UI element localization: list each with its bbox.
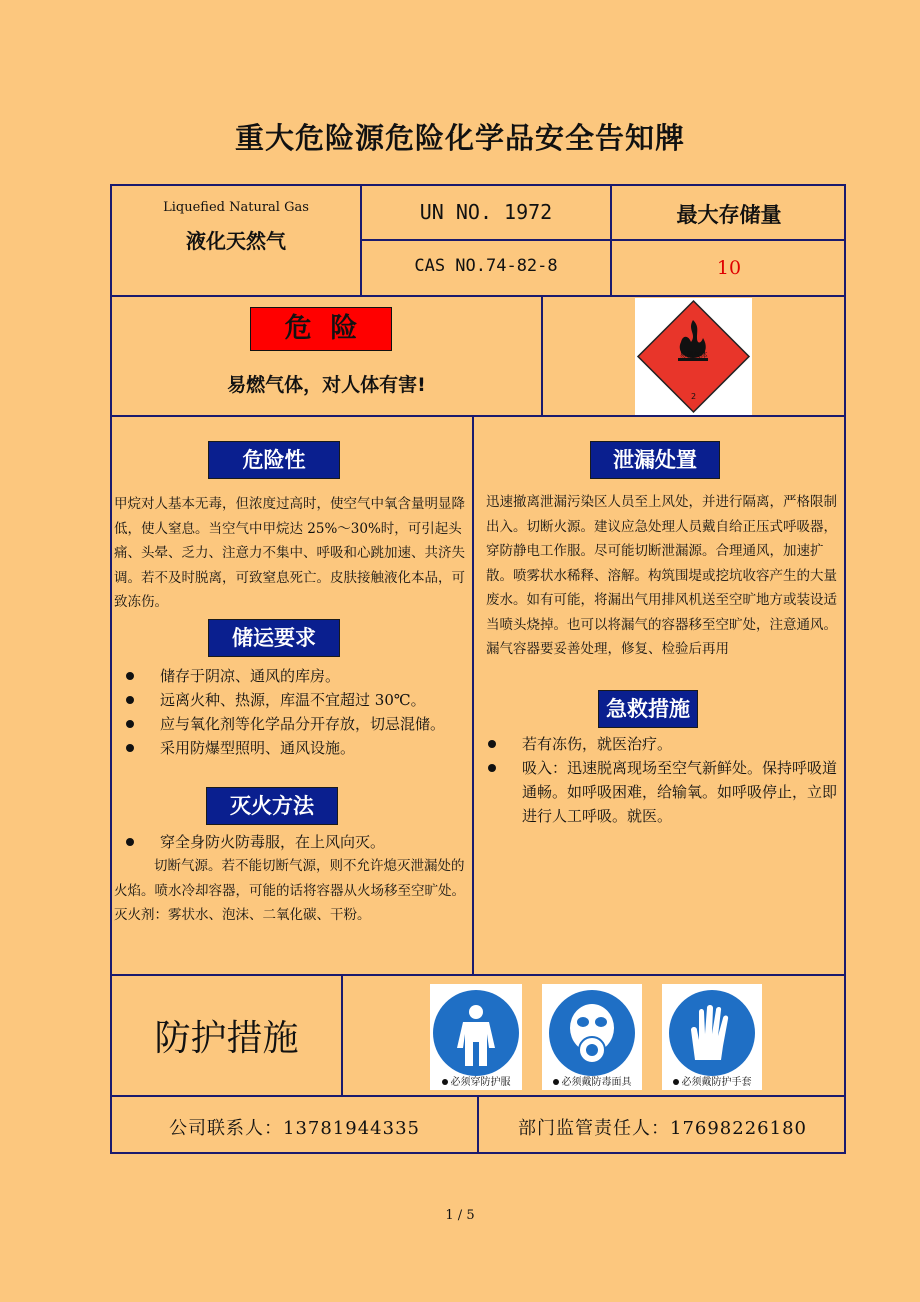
firstaid-list — [476, 732, 844, 828]
department-contact: 部门监管责任人：17698226180 — [518, 1118, 807, 1139]
fire-text: 切断气源。若不能切断气源，则不允许熄灭泄漏处的火焰。喷水冷却容器，可能的话将容器从火场移至空旷处。灭火剂：雾状水、泡沫、二氧化碳、干粉。 — [114, 858, 465, 923]
list-item: 采用防爆型照明、通风设施。 — [114, 736, 472, 760]
max-storage-value: 10 — [716, 257, 742, 279]
leak-label: 泄漏处置 — [590, 441, 720, 479]
divider — [541, 296, 543, 416]
storage-list — [114, 664, 472, 760]
list-item: 吸入：迅速脱离现场至空气新鲜处。保持呼吸道通畅。如呼吸困难，给输氧。如呼吸停止，立即进行人工呼吸。就医。 — [476, 756, 844, 828]
cas-number: CAS NO.74-82-8 — [414, 256, 558, 276]
storage-label: 储运要求 — [208, 619, 340, 657]
divider — [110, 974, 846, 976]
divider — [110, 415, 846, 417]
divider — [110, 295, 846, 297]
danger-badge: 危 险 — [250, 307, 392, 351]
list-item: 若有冻伤，就医治疗。 — [476, 732, 844, 756]
gloves-icon — [669, 990, 755, 1076]
gas-mask-sign — [542, 984, 642, 1090]
list-item: 远离火种、热源，库温不宜超过 30℃。 — [114, 688, 472, 712]
leak-text: 迅速撤离泄漏污染区人员至上风处，并进行隔离，严格限制出入。切断火源。建议应急处理人员戴自给正压式呼吸器，穿防静电工作服。尽可能切断泄漏源。合理通风，加速扩散。喷雾状水稀释、溶解。构筑围堤或挖坑收容产生的大量废水。如有可能，将漏出气用排风机送至空旷地方或装设适当喷头烧掉。也可以将漏气的容器移至空旷处，注意通风。漏气容器要妥善处理，修复、检验后再用 — [486, 494, 837, 657]
list-item: 应与氧化剂等化学品分开存放，切忌混储。 — [114, 712, 472, 736]
list-item: 储存于阴凉、通风的库房。 — [114, 664, 472, 688]
divider — [472, 416, 474, 976]
fire-label: 灭火方法 — [206, 787, 338, 825]
gas-mask-icon — [549, 990, 635, 1076]
divider — [360, 239, 846, 241]
hazard-text: 甲烷对人基本无毒，但浓度过高时，使空气中氧含量明显降低，使人窒息。当空气中甲烷达 25%～30%时，可引起头痛、头晕、乏力、注意力不集中、呼吸和心跳加速、共济失调。若不及时脱离，可致窒息死亡。皮肤接触液化本品，可致冻伤。 — [114, 496, 465, 610]
protection-label: 防护措施 — [154, 1018, 299, 1059]
page-number: 1 / 5 — [445, 1208, 475, 1223]
hazard-label: 危险性 — [208, 441, 340, 479]
page-title: 重大危险源危险化学品安全告知牌 — [234, 121, 685, 155]
danger-statement: 易燃气体，对人体有害! — [227, 374, 426, 396]
gloves-sign — [662, 984, 762, 1090]
chemical-name-en: Liquefied Natural Gas — [163, 200, 309, 215]
company-contact: 公司联系人：13781944335 — [169, 1118, 420, 1139]
list-item: 穿全身防火防毒服，在上风向灭。 — [114, 830, 472, 854]
sign-caption: 必须戴防毒面具 — [561, 1077, 632, 1088]
protective-suit-sign — [430, 984, 522, 1090]
protective-suit-icon — [433, 990, 519, 1076]
chemical-name-cn: 液化天然气 — [186, 229, 286, 253]
un-number: UN NO. 1972 — [419, 200, 553, 224]
svg-text:2: 2 — [690, 392, 697, 401]
sign-caption: 必须戴防护手套 — [681, 1077, 752, 1088]
sign-text: 易燃气体 — [679, 351, 708, 359]
max-storage-label: 最大存储量 — [676, 203, 782, 227]
firstaid-label: 急救措施 — [598, 690, 698, 728]
divider — [341, 975, 343, 1097]
fire-list — [114, 830, 472, 854]
flammable-gas-sign — [635, 298, 752, 415]
sign-caption: 必须穿防护服 — [450, 1077, 511, 1088]
